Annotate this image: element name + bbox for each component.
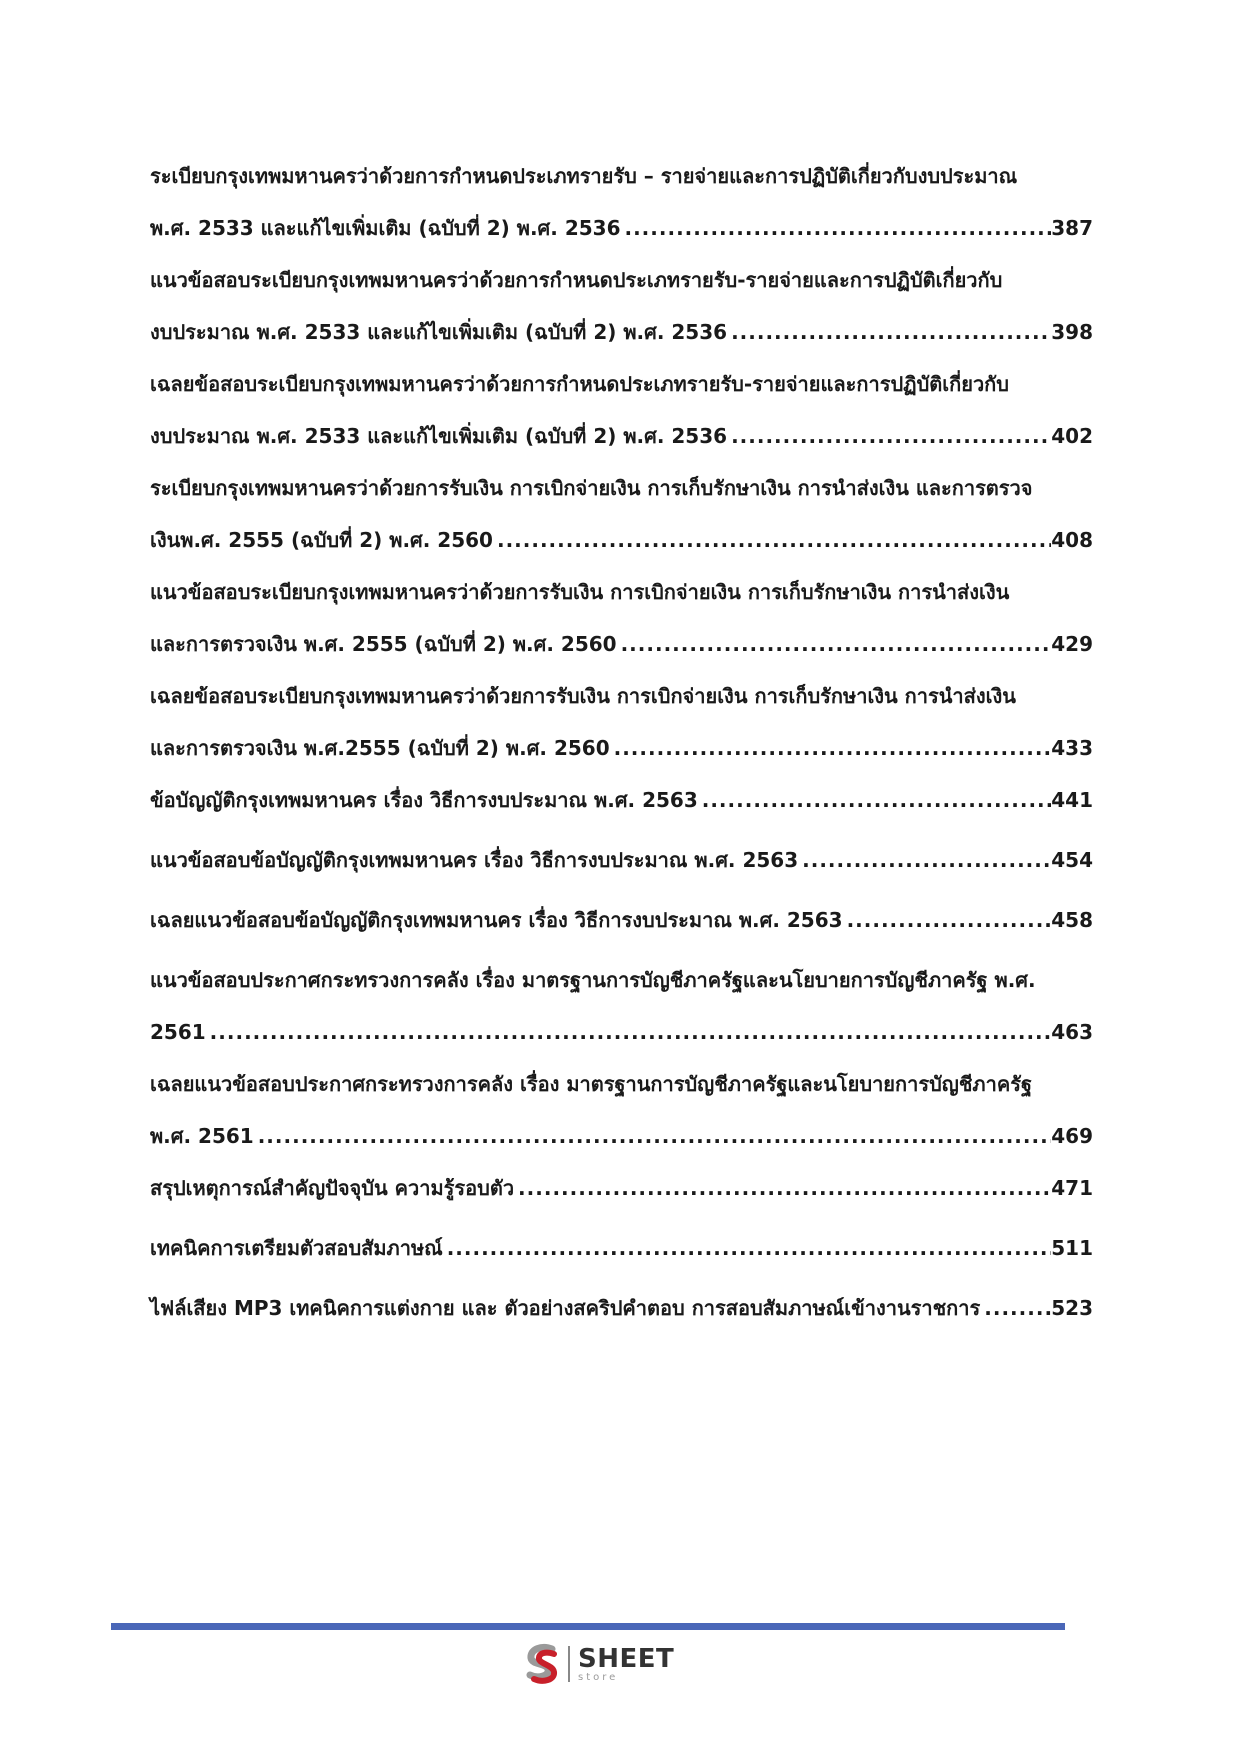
sheet-store-logo-icon (522, 1643, 564, 1685)
toc-entry-title-cont: งบประมาณ พ.ศ. 2533 และแก้ไขเพิ่มเติม (ฉบับที่ 2) พ.ศ. 2536 (150, 424, 728, 448)
toc-page-number: 454 (1051, 848, 1093, 872)
dot-leader (493, 514, 1051, 566)
toc-entry-title-cont: และการตรวจเงิน พ.ศ.2555 (ฉบับที่ 2) พ.ศ. 2560 (150, 736, 610, 760)
footer-divider (111, 1623, 1065, 1630)
toc-entry[interactable] (150, 1162, 1093, 1214)
dot-leader (980, 1282, 1051, 1334)
toc-entry[interactable] (150, 150, 1093, 254)
toc-entry[interactable] (150, 1222, 1093, 1274)
toc-entry[interactable] (150, 358, 1093, 462)
toc-entry-title: แนวข้อสอบข้อบัญญัติกรุงเทพมหานคร เรื่อง วิธีการงบประมาณ พ.ศ. 2563 (150, 848, 799, 872)
toc-entry-title-cont: เงินพ.ศ. 2555 (ฉบับที่ 2) พ.ศ. 2560 (150, 528, 493, 552)
dot-leader (843, 894, 1052, 946)
toc-entry-title: เฉลยแนวข้อสอบประกาศกระทรวงการคลัง เรื่อง มาตรฐานการบัญชีภาครัฐและนโยบายการบัญชีภาครัฐ (150, 1072, 1032, 1096)
dot-leader (254, 1110, 1052, 1162)
toc-entry[interactable] (150, 834, 1093, 886)
toc-page-number: 398 (1051, 320, 1093, 344)
toc-page-number: 469 (1051, 1124, 1093, 1148)
toc-entry-title: ข้อบัญญัติกรุงเทพมหานคร เรื่อง วิธีการงบประมาณ พ.ศ. 2563 (150, 788, 698, 812)
toc-entry-title-cont: พ.ศ. 2533 และแก้ไขเพิ่มเติม (ฉบับที่ 2) พ.ศ. 2536 (150, 216, 621, 240)
toc-page-number: 511 (1051, 1236, 1093, 1260)
toc-entry-title-cont: 2561 (150, 1020, 206, 1044)
toc-entry-title: เฉลยข้อสอบระเบียบกรุงเทพมหานครว่าด้วยการกำหนดประเภทรายรับ-รายจ่ายและการปฏิบัติเกี่ยวกับ (150, 372, 1009, 396)
toc-entry-title: สรุปเหตุการณ์สำคัญปัจจุบัน ความรู้รอบตัว (150, 1176, 515, 1200)
toc-entry-title: แนวข้อสอบระเบียบกรุงเทพมหานครว่าด้วยการกำหนดประเภทรายรับ-รายจ่ายและการปฏิบัติเกี่ยวกับ (150, 268, 1003, 292)
toc-entry-title-cont: งบประมาณ พ.ศ. 2533 และแก้ไขเพิ่มเติม (ฉบับที่ 2) พ.ศ. 2536 (150, 320, 728, 344)
toc-page-number: 458 (1051, 908, 1093, 932)
dot-leader (798, 834, 1051, 886)
toc-entry-title: เฉลยข้อสอบระเบียบกรุงเทพมหานครว่าด้วยการรับเงิน การเบิกจ่ายเงิน การเก็บรักษาเงิน การนำส่งเงิน (150, 684, 1016, 708)
dot-leader (206, 1006, 1052, 1058)
toc-entry-title: ระเบียบกรุงเทพมหานครว่าด้วยการกำหนดประเภทรายรับ – รายจ่ายและการปฏิบัติเกี่ยวกับงบประมาณ (150, 164, 1018, 188)
table-of-contents (150, 150, 1093, 1342)
dot-leader (514, 1162, 1051, 1214)
toc-entry[interactable] (150, 1058, 1093, 1162)
toc-entry[interactable] (150, 1282, 1093, 1334)
logo-divider (568, 1646, 570, 1682)
toc-entry[interactable] (150, 954, 1093, 1058)
toc-entry[interactable] (150, 894, 1093, 946)
toc-entry[interactable] (150, 462, 1093, 566)
toc-entry-title: แนวข้อสอบประกาศกระทรวงการคลัง เรื่อง มาตรฐานการบัญชีภาครัฐและนโยบายการบัญชีภาครัฐ พ.ศ. (150, 968, 1036, 992)
toc-page-number: 429 (1051, 632, 1093, 656)
toc-entry[interactable] (150, 254, 1093, 358)
toc-entry-title: แนวข้อสอบระเบียบกรุงเทพมหานครว่าด้วยการรับเงิน การเบิกจ่ายเงิน การเก็บรักษาเงิน การนำส่งเงิน (150, 580, 1010, 604)
dot-leader (620, 202, 1051, 254)
toc-entry[interactable] (150, 774, 1093, 826)
toc-page-number: 402 (1051, 424, 1093, 448)
toc-entry-title: เทคนิคการเตรียมตัวสอบสัมภาษณ์ (150, 1236, 443, 1260)
toc-entry-title-cont: พ.ศ. 2561 (150, 1124, 254, 1148)
dot-leader (443, 1222, 1052, 1274)
toc-entry-title-cont: และการตรวจเงิน พ.ศ. 2555 (ฉบับที่ 2) พ.ศ. 2560 (150, 632, 617, 656)
dot-leader (727, 410, 1051, 462)
toc-entry-title: ไฟล์เสียง MP3 เทคนิคการแต่งกาย และ ตัวอย่างสคริปคำตอบ การสอบสัมภาษณ์เข้างานราชการ (150, 1296, 981, 1320)
sheet-store-logo (522, 1640, 674, 1688)
toc-page-number: 408 (1051, 528, 1093, 552)
toc-page-number: 441 (1051, 788, 1093, 812)
dot-leader (610, 722, 1052, 774)
logo-wordmark: SHEET (578, 1643, 675, 1674)
dot-leader (727, 306, 1051, 358)
logo-subtext: store (578, 1671, 619, 1683)
toc-entry-title: เฉลยแนวข้อสอบข้อบัญญัติกรุงเทพมหานคร เรื่อง วิธีการงบประมาณ พ.ศ. 2563 (150, 908, 843, 932)
toc-page-number: 463 (1051, 1020, 1093, 1044)
dot-leader (617, 618, 1052, 670)
toc-page-number: 387 (1051, 216, 1093, 240)
toc-page-number: 433 (1051, 736, 1093, 760)
toc-entry[interactable] (150, 566, 1093, 670)
dot-leader (698, 774, 1052, 826)
toc-page-number: 471 (1051, 1176, 1093, 1200)
toc-entry[interactable] (150, 670, 1093, 774)
toc-page-number: 523 (1051, 1296, 1093, 1320)
toc-entry-title: ระเบียบกรุงเทพมหานครว่าด้วยการรับเงิน การเบิกจ่ายเงิน การเก็บรักษาเงิน การนำส่งเงิน และการตรวจ (150, 476, 1033, 500)
